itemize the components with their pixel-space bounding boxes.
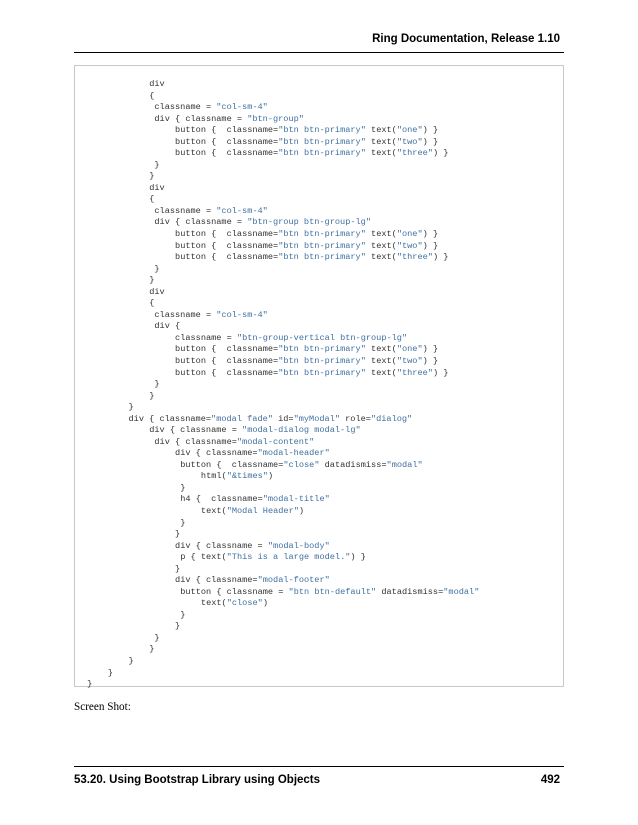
code-line	[149, 274, 154, 286]
code-token: ) }	[422, 125, 439, 136]
code-token: }	[149, 275, 155, 286]
header-rule	[74, 52, 564, 53]
code-token: div {	[154, 321, 181, 332]
code-token: classname =	[154, 102, 217, 113]
code-line	[175, 228, 438, 240]
string-literal: "Modal Header"	[226, 505, 299, 516]
code-token: div	[149, 79, 165, 89]
code-line	[149, 90, 154, 102]
footer-rule	[74, 766, 564, 767]
string-literal: "btn-group"	[247, 113, 304, 124]
code-token: }	[154, 263, 160, 274]
code-line	[175, 147, 448, 159]
string-literal: "modal-content"	[236, 436, 315, 447]
code-line	[154, 159, 159, 171]
code-line	[180, 517, 185, 529]
code-token: text(	[365, 367, 397, 378]
code-token: }	[128, 656, 134, 666]
code-token: )	[267, 471, 274, 482]
code-line	[154, 309, 267, 321]
string-literal: "This is a large model."	[226, 552, 351, 563]
string-literal: "btn btn-primary"	[278, 240, 366, 251]
code-token: ) }	[422, 355, 439, 366]
footer-section-title: 53.20. Using Bootstrap Library using Objects	[74, 774, 321, 786]
code-token: div { classname =	[154, 113, 248, 124]
string-literal: "myModal"	[293, 413, 340, 424]
string-literal: "btn-group btn-group-lg"	[247, 217, 371, 228]
running-header-title: Ring Documentation, Release 1.10	[372, 33, 560, 45]
code-token: div	[149, 182, 165, 193]
code-token: html(	[200, 471, 227, 482]
string-literal: "modal"	[443, 586, 480, 597]
code-line	[180, 586, 479, 598]
string-literal: "modal"	[386, 459, 423, 470]
code-token: p { text(	[180, 552, 227, 563]
code-line	[180, 609, 185, 621]
string-literal: "two"	[396, 240, 423, 251]
code-token: div { classname =	[149, 425, 243, 436]
code-line	[175, 251, 448, 263]
code-token: text(	[365, 344, 397, 355]
string-literal: "two"	[396, 136, 423, 147]
code-line	[201, 470, 273, 482]
page-number: 492	[540, 774, 560, 786]
code-token: text(	[200, 598, 227, 609]
code-token: classname =	[154, 205, 217, 216]
code-line	[149, 643, 154, 655]
code-token: {	[149, 194, 155, 205]
string-literal: "btn btn-primary"	[278, 344, 366, 355]
string-literal: "modal-header"	[257, 448, 330, 459]
code-token: id=	[272, 413, 294, 424]
code-token: }	[180, 609, 186, 620]
string-literal: "dialog"	[370, 413, 413, 424]
code-line	[149, 424, 360, 436]
code-line	[149, 390, 154, 402]
code-token: }	[175, 563, 181, 574]
code-token: }	[128, 402, 134, 413]
code-token: ) }	[422, 229, 439, 240]
code-token: div { classname=	[154, 436, 237, 447]
code-token: button { classname=	[175, 252, 279, 263]
code-line	[154, 101, 267, 113]
code-token: classname =	[154, 309, 217, 320]
code-line	[154, 205, 267, 217]
code-line	[149, 182, 164, 194]
string-literal: "three"	[396, 148, 433, 159]
string-literal: "btn btn-primary"	[278, 229, 366, 240]
code-line	[154, 216, 371, 228]
code-line	[175, 540, 330, 552]
code-line	[154, 632, 159, 644]
code-line	[175, 343, 438, 355]
code-token: ) }	[432, 367, 449, 378]
code-token: text(	[365, 148, 397, 159]
code-token: button { classname=	[175, 344, 279, 355]
string-literal: "col-sm-4"	[216, 102, 268, 113]
code-line	[175, 563, 180, 575]
code-token: }	[180, 517, 186, 528]
code-line	[108, 667, 113, 679]
string-literal: "&times"	[226, 471, 268, 482]
string-literal: "btn btn-primary"	[278, 148, 366, 159]
code-token: }	[154, 632, 160, 643]
code-line	[175, 447, 330, 459]
code-line	[175, 574, 330, 586]
code-token: div { classname=	[175, 575, 258, 586]
code-token: button { classname=	[175, 367, 279, 378]
code-line	[201, 505, 304, 517]
code-token: )	[262, 598, 268, 609]
code-line	[149, 193, 154, 205]
code-line	[175, 124, 438, 136]
code-line	[149, 170, 154, 182]
code-token: div { classname=	[128, 413, 212, 424]
string-literal: "btn btn-primary"	[278, 355, 366, 366]
code-line	[175, 355, 438, 367]
code-token: }	[180, 482, 186, 493]
code-token: }	[107, 667, 114, 678]
code-line	[180, 493, 330, 505]
code-line	[175, 528, 180, 540]
code-token: classname =	[175, 332, 237, 343]
code-line	[154, 378, 159, 390]
code-token: }	[87, 679, 93, 690]
screenshot-caption: Screen Shot:	[74, 701, 131, 713]
code-token: text(	[365, 355, 397, 366]
code-line	[154, 320, 180, 332]
code-token: }	[149, 390, 155, 401]
code-token: }	[149, 171, 155, 182]
string-literal: "one"	[396, 229, 423, 240]
string-literal: "modal-title"	[262, 494, 330, 505]
code-line	[149, 78, 164, 90]
code-line	[180, 551, 366, 563]
string-literal: "btn btn-primary"	[278, 136, 366, 147]
code-line	[180, 459, 422, 471]
code-token: button { classname=	[175, 125, 279, 136]
code-token: role=	[339, 413, 371, 424]
code-token: )	[298, 505, 305, 516]
code-token: text(	[365, 125, 397, 136]
string-literal: "btn btn-primary"	[278, 125, 366, 136]
code-token: ) }	[432, 252, 449, 263]
string-literal: "modal-footer"	[257, 575, 330, 586]
code-line	[87, 678, 92, 690]
string-literal: "col-sm-4"	[216, 205, 268, 216]
code-token: datadismiss=	[376, 586, 444, 597]
code-token: }	[175, 621, 181, 632]
code-token: button { classname=	[175, 148, 279, 159]
code-token: ) }	[350, 552, 366, 563]
code-token: text(	[200, 505, 227, 516]
string-literal: "three"	[396, 252, 433, 263]
string-literal: "close"	[283, 459, 320, 470]
string-literal: "one"	[396, 344, 423, 355]
code-token: button { classname=	[175, 355, 279, 366]
string-literal: "btn btn-default"	[288, 586, 377, 597]
string-literal: "modal-body"	[267, 540, 330, 551]
string-literal: "btn btn-primary"	[278, 252, 366, 263]
code-line	[149, 286, 164, 298]
code-token: ) }	[422, 344, 439, 355]
code-line	[149, 297, 154, 309]
code-line	[129, 413, 413, 425]
code-line	[154, 263, 159, 275]
code-token: h4 { classname=	[180, 494, 263, 505]
code-line	[175, 136, 438, 148]
code-token: }	[175, 529, 181, 540]
code-line	[154, 113, 304, 125]
code-token: button { classname =	[180, 586, 289, 597]
code-token: text(	[365, 252, 397, 263]
code-token: button { classname=	[180, 459, 284, 470]
code-line	[180, 482, 185, 494]
code-token: }	[154, 159, 160, 170]
code-token: ) }	[422, 240, 439, 251]
code-token: }	[149, 644, 155, 655]
code-line	[129, 401, 134, 413]
code-line	[175, 620, 180, 632]
code-token: div { classname =	[175, 540, 268, 551]
code-token: ) }	[422, 136, 439, 147]
code-token: }	[154, 379, 160, 390]
code-token: {	[149, 90, 155, 101]
string-literal: "three"	[396, 367, 433, 378]
code-line	[175, 332, 407, 344]
code-token: button { classname=	[175, 136, 279, 147]
code-line	[129, 655, 134, 667]
string-literal: "one"	[396, 125, 423, 136]
code-token: div { classname =	[154, 217, 248, 228]
string-literal: "close"	[226, 598, 263, 609]
code-token: ) }	[432, 148, 449, 159]
code-token: text(	[365, 229, 397, 240]
code-token: div	[149, 286, 165, 297]
code-line	[175, 240, 438, 252]
code-line	[175, 367, 448, 379]
code-token: text(	[365, 136, 397, 147]
code-token: {	[149, 298, 155, 309]
code-token: button { classname=	[175, 240, 279, 251]
string-literal: "btn btn-primary"	[278, 367, 366, 378]
string-literal: "modal-dialog modal-lg"	[242, 425, 361, 436]
code-token: text(	[365, 240, 397, 251]
code-token: button { classname=	[175, 229, 279, 240]
string-literal: "btn-group-vertical btn-group-lg"	[236, 332, 408, 343]
code-token: datadismiss=	[319, 459, 387, 470]
code-line	[201, 597, 268, 609]
code-line	[154, 436, 314, 448]
string-literal: "modal fade"	[211, 413, 273, 424]
string-literal: "two"	[396, 355, 423, 366]
code-token: div { classname=	[175, 448, 258, 459]
string-literal: "col-sm-4"	[216, 309, 268, 320]
